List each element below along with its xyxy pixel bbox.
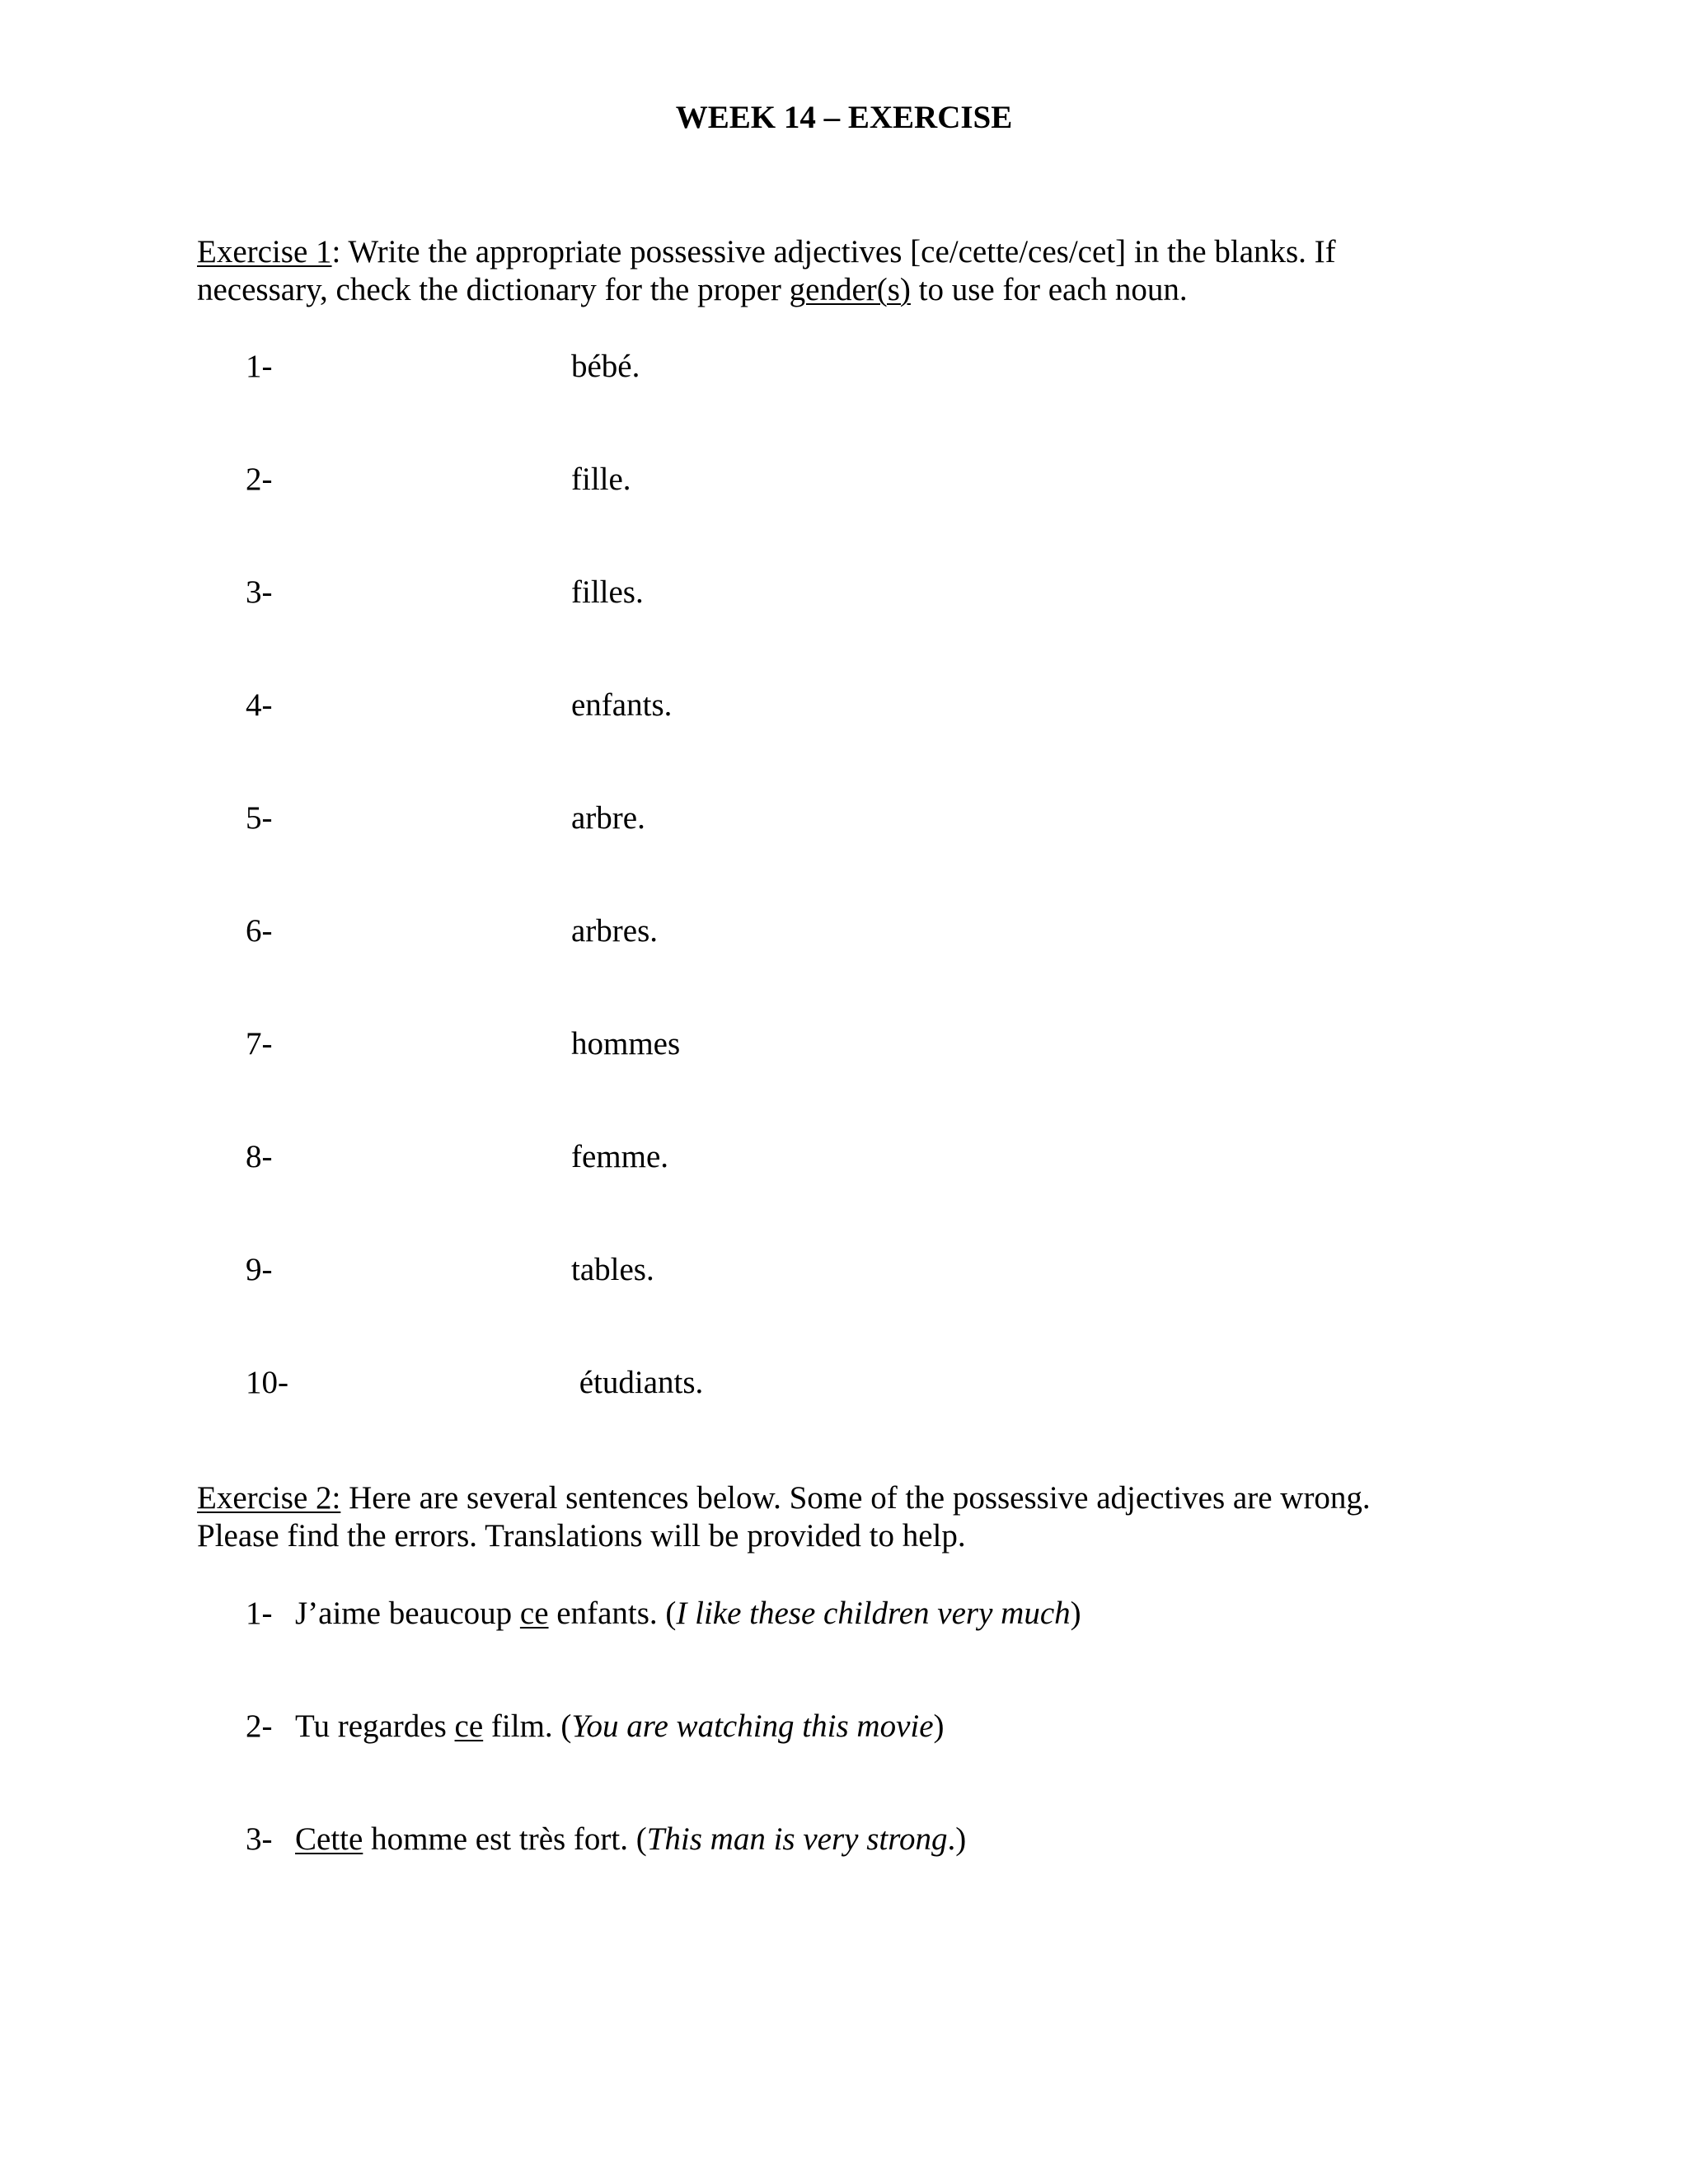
item-noun: femme. — [571, 1139, 669, 1174]
item-number: 4- — [246, 687, 273, 723]
exercise1-item — [246, 1137, 1400, 1178]
sentence-translation: This man is very strong — [646, 1821, 948, 1857]
exercise1-item — [246, 346, 1400, 387]
exercise1-text-line1: : Write the appropriate possessive adjectives [ce/cette/ces/cet] in the blanks. If — [331, 234, 1336, 269]
item-noun: tables. — [571, 1252, 654, 1287]
sentence-end: .) — [947, 1821, 967, 1857]
item-number: 2- — [246, 462, 273, 497]
item-noun: arbre. — [571, 800, 645, 836]
item-noun: arbres. — [571, 913, 659, 949]
gender-underlined: gender(s) — [789, 272, 911, 307]
item-number: 3- — [246, 1821, 273, 1857]
item-number: 8- — [246, 1139, 273, 1174]
sentence-end: ) — [1070, 1596, 1081, 1631]
sentence-before: Tu regardes — [295, 1708, 455, 1744]
item-noun: enfants. — [571, 687, 673, 723]
item-number: 1- — [246, 349, 273, 384]
item-sentence — [295, 1706, 945, 1747]
exercise2-label: Exercise 2: — [197, 1480, 341, 1516]
exercise1-item — [246, 1362, 1400, 1404]
sentence-underlined: ce — [519, 1596, 549, 1631]
exercise1-text-line2-after: to use for each noun. — [910, 272, 1188, 307]
exercise2-text-line1: Here are several sentences below. Some of the possessive adjectives are wrong. — [340, 1480, 1371, 1516]
exercise2-instructions-line2: Please find the errors. Translations will be provided to help. — [197, 1518, 966, 1554]
exercise1-item — [246, 459, 1400, 500]
item-number: 5- — [246, 800, 273, 836]
sentence-underlined: Cette — [295, 1821, 363, 1857]
exercise1-instructions-line2 — [197, 271, 1499, 309]
item-sentence — [295, 1819, 966, 1860]
item-number: 6- — [246, 913, 273, 949]
exercise1-label: Exercise 1 — [197, 234, 332, 269]
item-number: 10- — [246, 1365, 288, 1400]
item-noun: étudiants. — [571, 1365, 704, 1400]
sentence-translation: You are watching this movie — [571, 1708, 934, 1744]
item-noun: fille. — [571, 462, 631, 497]
item-number: 9- — [246, 1252, 273, 1287]
sentence-after: homme est très fort. ( — [363, 1821, 647, 1857]
sentence-before: J’aime beaucoup — [295, 1596, 520, 1631]
item-noun: bébé. — [571, 349, 640, 384]
item-noun: hommes — [571, 1026, 681, 1062]
exercise1-text-line2-before: necessary, check the dictionary for the proper — [197, 272, 790, 307]
exercise1-instructions-line1 — [197, 233, 1499, 271]
item-number: 7- — [246, 1026, 273, 1062]
sentence-after: film. ( — [483, 1708, 572, 1744]
exercise2-instructions — [197, 1479, 1499, 1555]
exercise2-instructions-line1 — [197, 1479, 1499, 1517]
exercise1-instructions — [197, 233, 1499, 309]
item-sentence — [295, 1593, 1081, 1634]
item-noun: filles. — [571, 574, 644, 610]
exercise1-item — [246, 1024, 1400, 1065]
sentence-translation: I like these children very much — [676, 1596, 1071, 1631]
exercise1-item — [246, 1249, 1400, 1291]
exercise1-item — [246, 572, 1400, 613]
item-number: 2- — [246, 1708, 273, 1744]
item-number: 1- — [246, 1596, 273, 1631]
page-title: WEEK 14 – EXERCISE — [675, 100, 1013, 135]
exercise1-item — [246, 685, 1400, 726]
sentence-underlined: ce — [454, 1708, 484, 1744]
sentence-end: ) — [933, 1708, 945, 1744]
exercise1-item — [246, 911, 1400, 952]
item-number: 3- — [246, 574, 273, 610]
sentence-after: enfants. ( — [548, 1596, 677, 1631]
exercise1-item — [246, 798, 1400, 839]
